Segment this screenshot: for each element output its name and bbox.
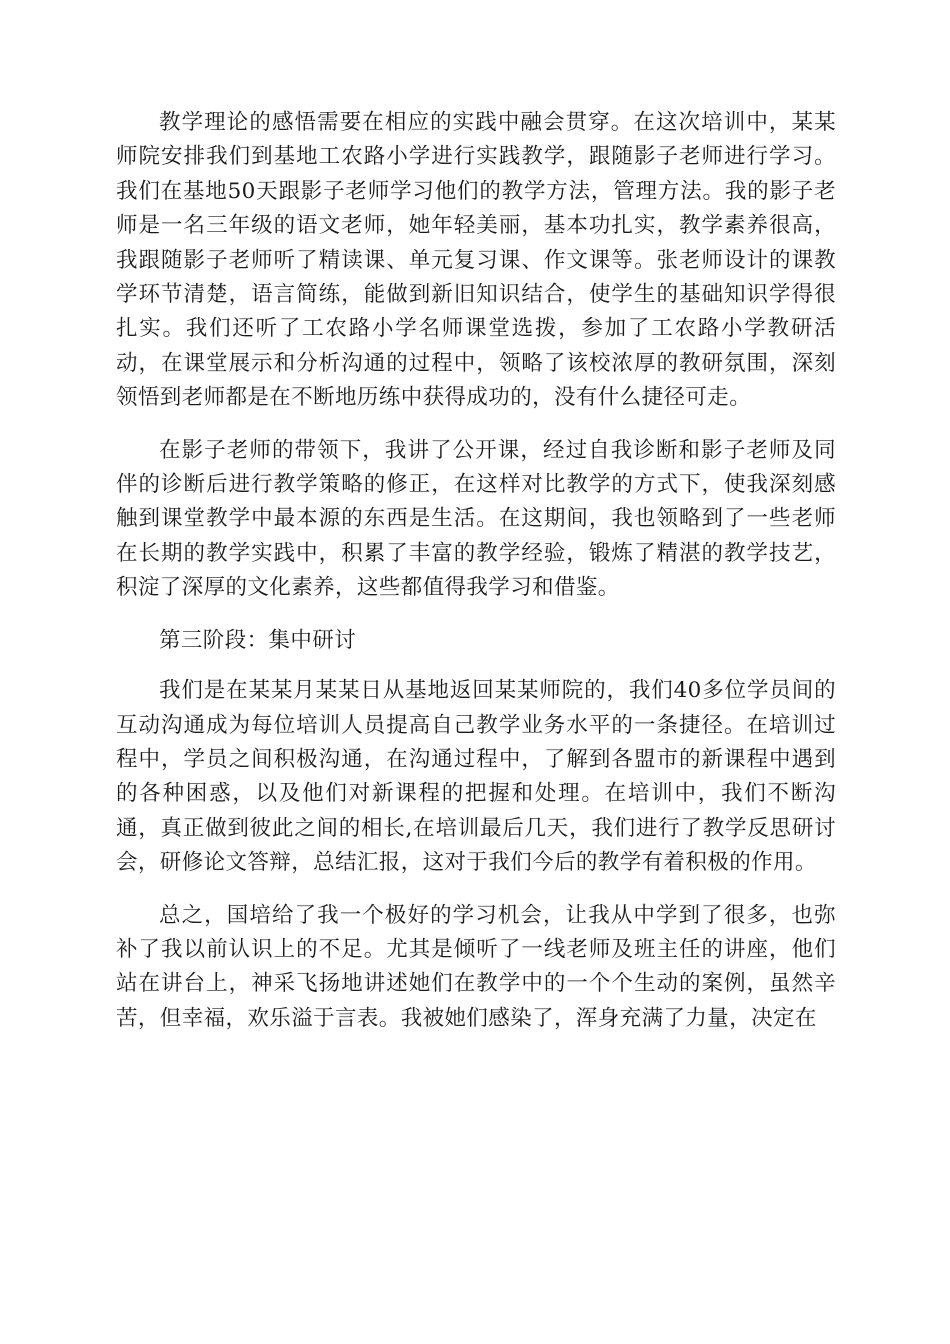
paragraph-summary: 总之，国培给了我一个极好的学习机会，让我从中学到了很多，也弥补了我以前认识上的不足。尤其是倾听了一线老师及班主任的讲座，他们站在讲台上，神采飞扬地讲述她们在教学中的一个个生动的案例，虽然辛苦，但幸福，欢乐溢于言表。我被她们感染了，浑身充满了力量，决定在 (116, 902, 836, 1031)
paragraph-practice-teaching: 教学理论的感悟需要在相应的实践中融会贯穿。在这次培训中，某某师院安排我们到基地工农路小学进行实践教学，跟随影子老师进行学习。我们在基地50天跟影子老师学习他们的教学方法，管理方法。我的影子老师是一名三年级的语文老师，她年轻美丽，基本功扎实，教学素养很高，我跟随影子老师听了精读课、单元复习课、作文课等。张老师设计的课教学环节清楚，语言简练，能做到新旧知识结合，使学生的基础知识学得很扎实。我们还听了工农路小学名师课堂选拨，参加了工农路小学教研活动，在课堂展示和分析沟通的过程中，领略了该校浓厚的教研氛围，深刻领悟到老师都是在不断地历练中获得成功的，没有什么捷径可走。 (116, 110, 836, 411)
paragraph-group-discussion: 我们是在某某月某某日从基地返回某某师院的，我们40多位学员间的互动沟通成为每位培训人员提高自己教学业务水平的一条捷径。在培训过程中，学员之间积极沟通，在沟通过程中，了解到各盟市的新课程中遇到的各种困惑，以及他们对新课程的把握和处理。在培训中，我们不断沟通，真正做到彼此之间的相长,在培训最后几天，我们进行了教学反思研讨会，研修论文答辩，总结汇报，这对于我们今后的教学有着积极的作用。 (116, 678, 836, 876)
document-page (116, 106, 836, 1054)
paragraph-open-class: 在影子老师的带领下，我讲了公开课，经过自我诊断和影子老师及同伴的诊断后进行教学策略的修正，在这样对比教学的方式下，使我深刻感触到课堂教学中最本源的东西是生活。在这期间，我也领略到了一些老师在长期的教学实践中，积累了丰富的教学经验，锻炼了精湛的教学技艺，积淀了深厚的文化素养，这些都值得我学习和借鉴。 (116, 437, 836, 601)
section-heading: 第三阶段：集中研讨 (159, 627, 357, 653)
